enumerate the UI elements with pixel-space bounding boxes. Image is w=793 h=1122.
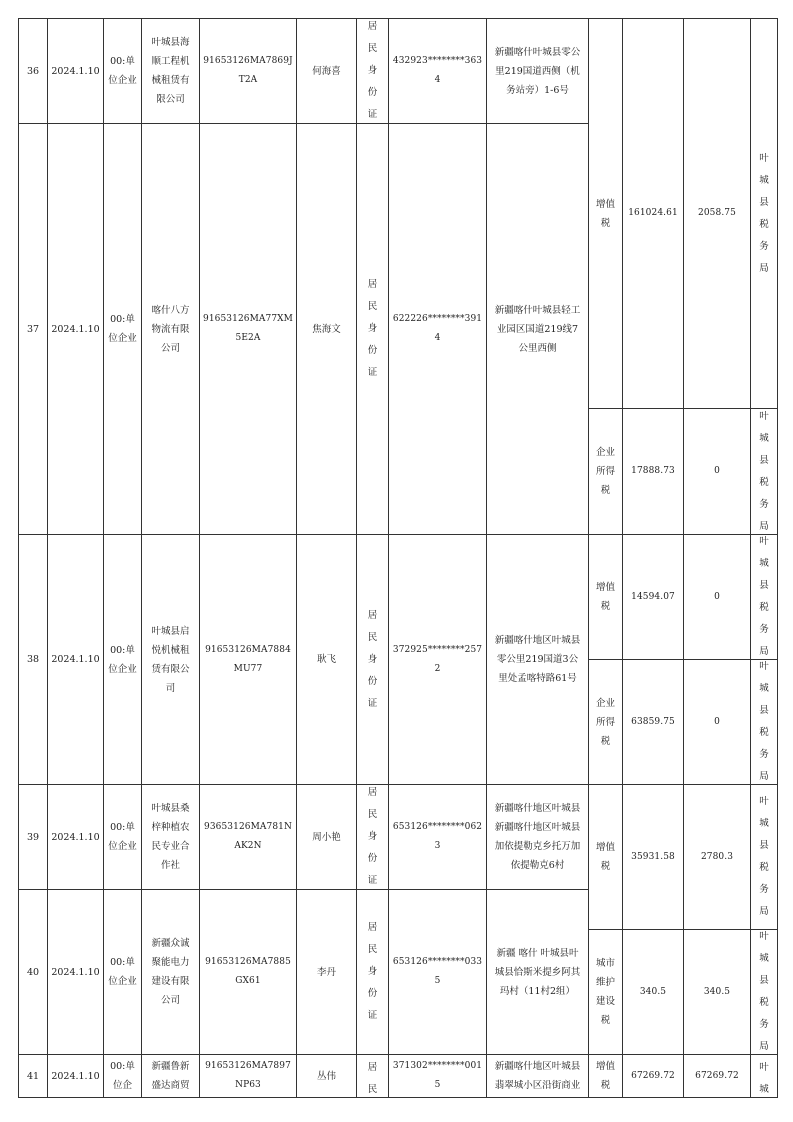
- address: 新疆喀什地区叶城县翡翠城小区沿街商业: [494, 1061, 581, 1091]
- address: 新疆喀什叶城县零公里219国道西侧（机务站旁）1-6号: [494, 46, 581, 96]
- row-number: 40: [26, 966, 40, 978]
- row-number: 39: [26, 831, 40, 843]
- tax-type: 增值税: [595, 1061, 615, 1091]
- id-type: 居民身份证: [367, 21, 378, 120]
- entity-type: 00:单位企业: [108, 314, 137, 344]
- date: 2024.1.10: [51, 65, 100, 77]
- tax-amount: 340.5: [639, 986, 667, 997]
- id-type: 居民身份证: [367, 787, 378, 886]
- table-row-partial: [19, 1055, 777, 1097]
- tax-authority: 叶城县税务局: [759, 661, 769, 782]
- address: 新疆 喀什 叶城县叶城县恰斯米提乡阿其玛村（11村2组）: [494, 947, 581, 997]
- id-number: 372925********2572: [392, 644, 483, 674]
- tax-amount: 67269.72: [631, 1070, 675, 1081]
- tax-paid: 0: [714, 591, 720, 602]
- company-name: 新疆鲁新盛达商贸: [151, 1061, 190, 1091]
- legal-person: 周小艳: [312, 831, 341, 843]
- date: 2024.1.10: [51, 831, 100, 843]
- tax-type: 城市维护建设税: [595, 958, 615, 1026]
- legal-person: 丛伟: [316, 1070, 336, 1082]
- tax-type: 企业所得税: [595, 447, 615, 496]
- tax-paid: 2058.75: [698, 208, 736, 218]
- tax-authority: 叶城县税务局: [759, 536, 769, 657]
- tax-authority: 叶城县税务局: [759, 152, 769, 274]
- company-name: 叶城县启悦机械租赁有限公司: [151, 625, 190, 694]
- tax-type: 增值税: [595, 842, 615, 872]
- legal-person: 焦海文: [312, 323, 341, 335]
- id-number: 653126********0335: [392, 957, 483, 986]
- tax-amount: 35931.58: [631, 851, 675, 862]
- tax-amount: 63859.75: [631, 716, 675, 727]
- tax-paid: 67269.72: [695, 1070, 739, 1081]
- entity-type: 00:单位企业: [108, 644, 137, 675]
- address: 新疆喀什地区叶城县新疆喀什地区叶城县加依提勒克乡托万加依提勒克6村: [494, 803, 581, 871]
- legal-person: 李丹: [316, 966, 336, 978]
- tax-authority: 叶城县税务局: [759, 931, 769, 1052]
- tax-type: 增值税: [595, 198, 615, 229]
- credit-code: 91653126MA7897NP63: [205, 1061, 291, 1090]
- id-number: 371302********0015: [392, 1061, 483, 1090]
- id-number: 622226********3914: [392, 314, 483, 343]
- credit-code: 91653126MA7869JT2A: [203, 56, 293, 85]
- address: 新疆喀什叶城县轻工业园区国道219线7公里西侧: [494, 304, 581, 354]
- tax-paid: 0: [714, 716, 720, 727]
- tax-amount: 14594.07: [631, 591, 675, 602]
- credit-code: 91653126MA7884MU77: [205, 644, 291, 674]
- tax-paid: 2780.3: [700, 851, 734, 862]
- id-type: 居民身份证: [367, 609, 378, 709]
- credit-code: 93653126MA781NAK2N: [204, 822, 292, 851]
- tax-authority: 叶城: [759, 1062, 769, 1095]
- tax-authority: 叶城县税务局: [759, 410, 769, 532]
- company-name: 喀什八方物流有限公司: [151, 304, 190, 354]
- date: 2024.1.10: [51, 654, 100, 665]
- credit-code: 91653126MA7885GX61: [205, 957, 291, 986]
- date: 2024.1.10: [51, 1070, 100, 1082]
- date: 2024.1.10: [51, 966, 100, 978]
- entity-type: 00:单位企业: [108, 56, 137, 86]
- tax-amount: 17888.73: [631, 466, 675, 476]
- row-number: 38: [26, 654, 40, 665]
- tax-type: 企业所得税: [595, 697, 615, 747]
- row-number: 41: [26, 1070, 40, 1082]
- row-number: 37: [26, 323, 40, 335]
- legal-person: 耿飞: [316, 654, 336, 665]
- credit-code: 91653126MA77XM5E2A: [203, 314, 293, 343]
- company-name: 叶城县桑梓种植农民专业合作社: [151, 803, 190, 871]
- address: 新疆喀什地区叶城县零公里219国道3公里处孟喀特路61号: [494, 635, 581, 684]
- tax-authority: 叶城县税务局: [759, 796, 769, 917]
- id-number: 653126********0623: [392, 822, 483, 851]
- row-number: 36: [26, 65, 40, 77]
- company-name: 新疆众诚聚能电力建设有限公司: [151, 938, 190, 1006]
- legal-person: 何海喜: [312, 65, 341, 77]
- tax-paid: 340.5: [703, 986, 731, 997]
- date: 2024.1.10: [51, 323, 100, 335]
- id-type: 居民身份证: [367, 279, 378, 378]
- id-number: 432923********3634: [392, 56, 483, 85]
- id-type: 居民身份证: [367, 922, 378, 1021]
- tax-type: 增值税: [595, 582, 615, 612]
- id-type: 居民: [367, 1062, 378, 1095]
- entity-type: 00:单位企业: [108, 822, 137, 852]
- entity-type: 00:单位企业: [108, 957, 137, 987]
- company-name: 叶城县海顺工程机械租赁有限公司: [151, 37, 190, 105]
- entity-type: 00:单位企: [110, 1061, 135, 1091]
- tax-amount: 161024.61: [628, 208, 678, 218]
- tax-paid: 0: [714, 466, 720, 476]
